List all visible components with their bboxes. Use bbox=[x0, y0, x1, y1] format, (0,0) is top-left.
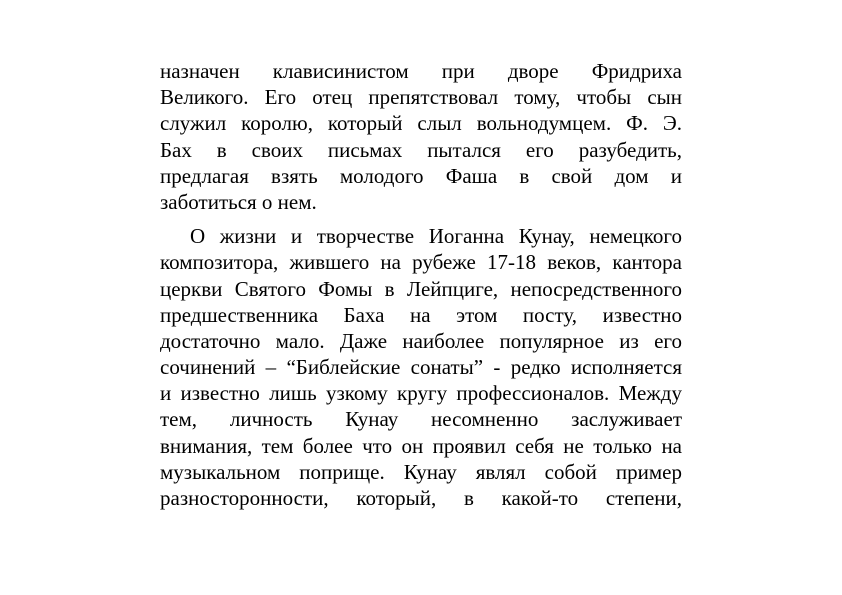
text-line: О жизни и творчестве Иоганна Кунау, немецкого bbox=[190, 224, 682, 249]
text-line: достаточно мало. Даже наиболее популярное из его bbox=[160, 328, 682, 353]
text-line: служил королю, который слыл вольнодумцем. Ф. Э. bbox=[160, 111, 682, 136]
text-line: внимания, тем более что он проявил себя не только на bbox=[160, 433, 682, 458]
paragraph-1 bbox=[160, 58, 682, 215]
text-line: композитора, жившего на рубеже 17-18 веков, кантора bbox=[160, 250, 682, 275]
text-line: разносторонности, который, в какой-то степени, bbox=[160, 486, 682, 510]
text-line: предшественника Баха на этом посту, известно bbox=[160, 302, 682, 327]
text-line: сочинений – “Библейские сонаты” - редко исполняется bbox=[160, 355, 682, 380]
text-line: музыкальном поприще. Кунау являл собой пример bbox=[160, 459, 682, 484]
text-line: предлагая взять молодого Фаша в свой дом и bbox=[160, 163, 682, 188]
text-line: заботиться о нем. bbox=[160, 189, 317, 214]
text-line: назначен клависинистом при дворе Фридриха bbox=[160, 59, 682, 83]
text-line: тем, личность Кунау несомненно заслуживает bbox=[160, 407, 682, 432]
body-text bbox=[160, 58, 682, 511]
text-line: и известно лишь узкому кругу профессионалов. Между bbox=[160, 381, 682, 406]
text-line: Бах в своих письмах пытался его разубедить, bbox=[160, 137, 682, 162]
paragraph-2 bbox=[160, 223, 682, 511]
text-line: Великого. Его отец препятствовал тому, чтобы сын bbox=[160, 85, 682, 110]
paragraph-spacer bbox=[160, 215, 682, 223]
text-line: церкви Святого Фомы в Лейпциге, непосредственного bbox=[160, 276, 682, 301]
